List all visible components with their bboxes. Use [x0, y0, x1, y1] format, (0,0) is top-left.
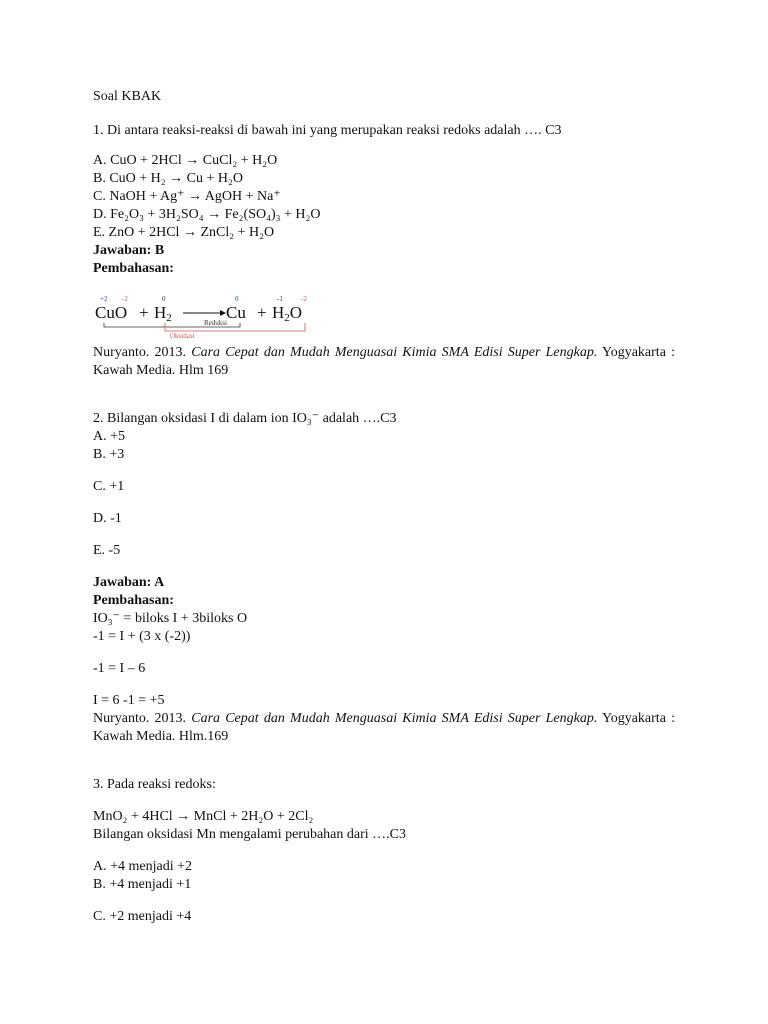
- ox-cu-in: +2: [100, 295, 108, 303]
- question-3-intro: 3. Pada reaksi redoks:: [93, 777, 216, 792]
- q3-reaction: MnO₂ + 4HCl → MnCl + 2H₂O + 2Cl₂: [93, 809, 314, 824]
- q2-option-a: A. +5: [93, 429, 126, 444]
- citation-title: Cara Cepat dan Mudah Menguasai Kimia SMA Edisi Super Lengkap.: [191, 345, 598, 360]
- plus-sign: +: [257, 303, 267, 322]
- question-3: Bilangan oksidasi Mn mengalami perubahan dari ….C3: [93, 827, 406, 842]
- q2-option-d: D. -1: [93, 511, 122, 526]
- document-title: Soal KBAK: [93, 89, 162, 104]
- q3-option-a: A. +4 menjadi +2: [93, 859, 192, 874]
- q1-answer: Jawaban: B: [93, 243, 165, 258]
- q2-step: -1 = I – 6: [93, 661, 146, 676]
- q1-option-c: C. NaOH + Ag⁺ → AgOH + Na⁺: [93, 189, 281, 204]
- q2-discussion-label: Pembahasan:: [93, 593, 174, 608]
- q1-option-a: A. CuO + 2HCl → CuCl₂ + H₂O: [93, 153, 278, 168]
- q1-option-d: D. Fe₂O₃ + 3H₂SO₄ → Fe₂(SO₄)₃ + H₂O: [93, 207, 321, 222]
- citation-suffix: Yogyakarta : Kawah Media. Hlm.169: [93, 711, 675, 744]
- oksidasi-label: Oksidasi: [170, 332, 195, 340]
- citation-title: Cara Cepat dan Mudah Menguasai Kimia SMA Edisi Super Lengkap.: [191, 711, 598, 726]
- ox-h-out: -1: [277, 295, 283, 303]
- formula-h2o: H2O: [272, 303, 303, 324]
- q2-step: IO₃⁻ = biloks I + 3biloks O: [93, 611, 248, 626]
- redox-diagram: [90, 290, 330, 340]
- q2-step: I = 6 -1 = +5: [93, 693, 165, 708]
- q1-option-b: B. CuO + H₂ → Cu + H₂O: [93, 171, 244, 186]
- question-1: 1. Di antara reaksi-reaksi di bawah ini yang merupakan reaksi redoks adalah …. C3: [93, 123, 562, 138]
- ox-h2: 0: [162, 295, 166, 303]
- q2-option-e: E. -5: [93, 543, 121, 558]
- q2-step: -1 = I + (3 x (-2)): [93, 629, 191, 644]
- ox-o-in: -2: [122, 295, 128, 303]
- q3-option-b: B. +4 menjadi +1: [93, 877, 192, 892]
- question-2: 2. Bilangan oksidasi I di dalam ion IO₃⁻ adalah ….C3: [93, 411, 397, 426]
- citation-prefix: Nuryanto. 2013.: [93, 345, 192, 360]
- formula-h2: H2: [154, 303, 172, 324]
- formula-cuo: CuO: [95, 303, 128, 322]
- q2-option-c: C. +1: [93, 479, 125, 494]
- q2-option-b: B. +3: [93, 447, 125, 462]
- citation-prefix: Nuryanto. 2013.: [93, 711, 192, 726]
- ox-cu-out: 0: [235, 295, 239, 303]
- plus-sign: +: [139, 303, 149, 322]
- q2-citation: [93, 710, 675, 746]
- q2-answer: Jawaban: A: [93, 575, 165, 590]
- q1-citation: [93, 344, 675, 380]
- formula-cu: Cu: [226, 303, 246, 322]
- q1-discussion-label: Pembahasan:: [93, 261, 174, 276]
- q3-option-c: C. +2 menjadi +4: [93, 909, 192, 924]
- q1-option-e: E. ZnO + 2HCl → ZnCl₂ + H₂O: [93, 225, 275, 240]
- reduksi-label: Reduksi: [204, 319, 227, 327]
- ox-o-out: -2: [301, 295, 307, 303]
- citation-suffix: Yogyakarta : Kawah Media. Hlm 169: [93, 345, 675, 378]
